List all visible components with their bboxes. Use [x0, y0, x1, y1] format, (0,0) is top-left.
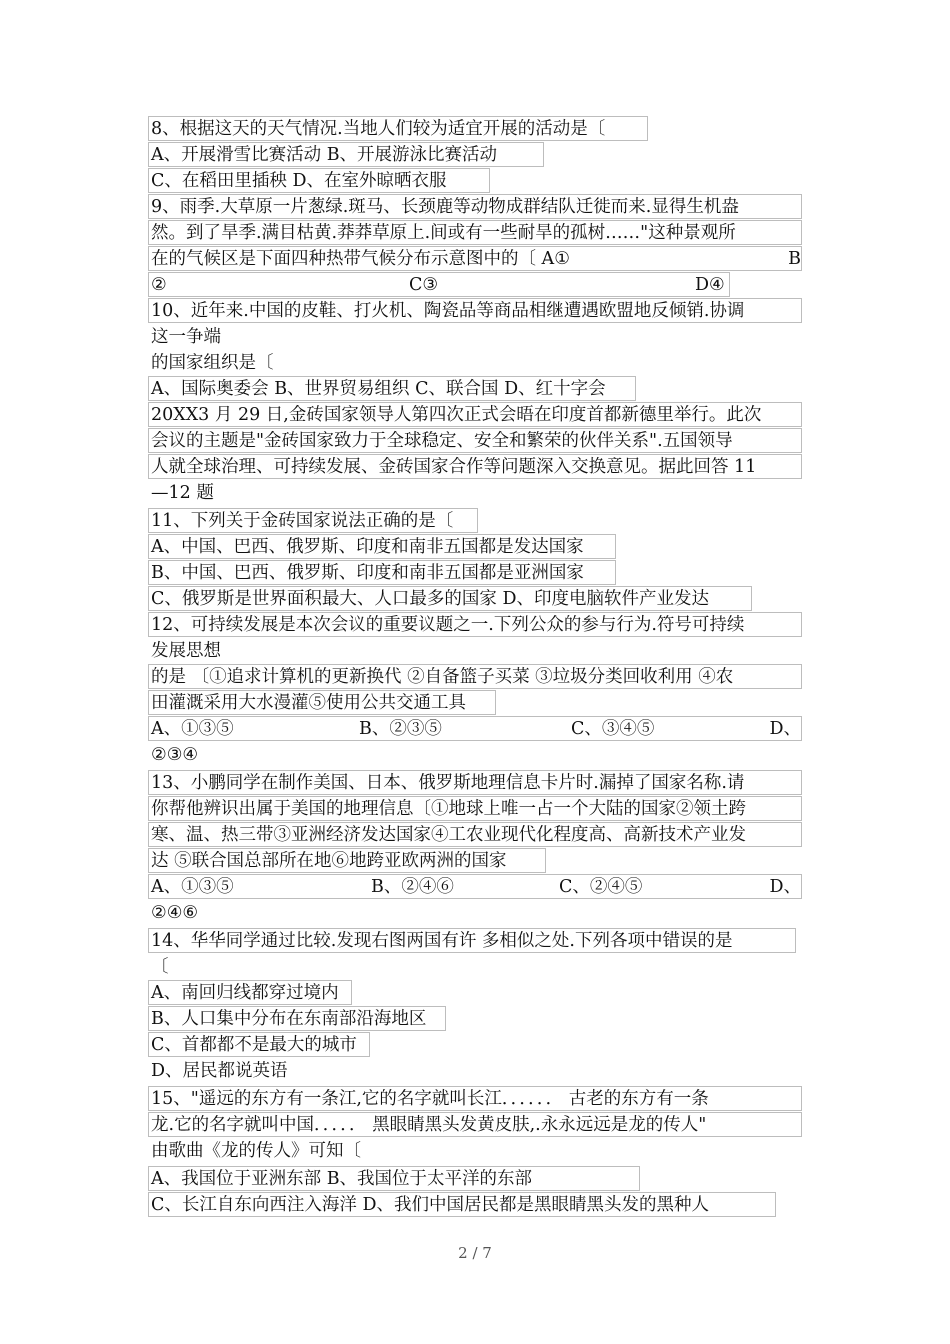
q9-line-3-text: 在的气候区是下面四种热带气候分布示意图中的〔 A①	[151, 249, 570, 269]
q13-option-d: D、	[769, 877, 801, 897]
q12-line-3: 的是 〔①追求计算机的更新换代 ②自备篮子买菜 ③垃圾分类回收利用 ④农	[148, 664, 802, 689]
q15-line-1: 15、"遥远的东方有一条江,它的名字就叫长江．．．．．． 古老的东方有一条	[148, 1086, 802, 1111]
q9-line-1: 9、雨季.大草原一片葱绿.斑马、长颈鹿等动物成群结队迁徙而来.显得生机盎	[148, 194, 802, 219]
q15-options-ab: A、我国位于亚洲东部 B、我国位于太平洋的东部	[148, 1166, 640, 1191]
q12-line-4: 田灌溉采用大水漫灌⑤使用公共交通工具	[148, 690, 496, 715]
q9-option-c: C③	[409, 275, 439, 295]
q12-options	[148, 716, 802, 741]
q12-option-d: D、	[769, 719, 801, 739]
q8-options-cd: C、在稻田里插秧 D、在室外晾晒衣服	[148, 168, 490, 193]
q15-line-2: 龙.它的名字就叫中国．．．．． 黑眼睛黑头发黄皮肤,.永永远远是龙的传人"	[148, 1112, 802, 1137]
q14-stem-cont: 〔	[151, 957, 169, 977]
q14-option-d: D、居民都说英语	[151, 1061, 288, 1081]
brics-intro-3: 人就全球治理、可持续发展、金砖国家合作等问题深入交换意见。据此回答 11	[148, 454, 802, 479]
q14-option-b: B、人口集中分布在东南部沿海地区	[148, 1006, 446, 1031]
brics-intro-4: —12 题	[151, 483, 214, 503]
q13-option-d-value: ②④⑥	[151, 903, 199, 923]
q10-line-1: 10、近年来.中国的皮鞋、打火机、陶瓷品等商品相继遭遇欧盟地反倾销.协调	[148, 298, 802, 323]
q9-line-3	[148, 246, 802, 271]
q13-option-c: C、②④⑤	[559, 877, 643, 897]
q11-option-a: A、中国、巴西、俄罗斯、印度和南非五国都是发达国家	[148, 534, 616, 559]
q13-line-3: 寒、温、热三带③亚洲经济发达国家④工农业现代化程度高、高新技术产业发	[148, 822, 802, 847]
q13-line-4: 达 ⑤联合国总部所在地⑥地跨亚欧两洲的国家	[148, 848, 546, 873]
q12-option-b: B、②③⑤	[359, 719, 442, 739]
q10-options: A、国际奥委会 B、世界贸易组织 C、联合国 D、红十字会	[148, 376, 636, 401]
q12-line-2: 发展思想	[151, 641, 221, 661]
q14-stem: 14、华华同学通过比较.发现右图两国有许 多相似之处.下列各项中错误的是	[148, 928, 796, 953]
q11-option-cd: C、俄罗斯是世界面积最大、人口最多的国家 D、印度电脑软件产业发达	[148, 586, 752, 611]
q13-options	[148, 874, 802, 899]
page-number: 2 / 7	[458, 1244, 492, 1262]
q15-options-cd: C、长江自东向西注入海洋 D、我们中国居民都是黑眼睛黑头发的黑种人	[148, 1192, 776, 1217]
q10-line-3: 的国家组织是〔	[151, 353, 274, 373]
q14-option-c: C、首都都不是最大的城市	[148, 1032, 370, 1057]
q9-option-d: D④	[695, 275, 725, 295]
brics-intro-1: 20XX3 月 29 日,金砖国家领导人第四次正式会晤在印度首都新德里举行。此次	[148, 402, 802, 427]
q13-line-1: 13、小鹏同学在制作美国、日本、俄罗斯地理信息卡片时.漏掉了国家名称.请	[148, 770, 802, 795]
q12-option-c: C、③④⑤	[571, 719, 655, 739]
brics-intro-2: 会议的主题是"金砖国家致力于全球稳定、安全和繁荣的伙伴关系".五国领导	[148, 428, 802, 453]
q8-options-ab: A、开展滑雪比赛活动 B、开展游泳比赛活动	[148, 142, 544, 167]
q12-option-a: A、①③⑤	[151, 719, 234, 739]
q9-line-4	[148, 272, 730, 297]
q9-line-2: 然。到了旱季.满目枯黄.莽莽草原上.间或有一些耐旱的孤树……"这种景观所	[148, 220, 802, 245]
q12-line-1: 12、可持续发展是本次会议的重要议题之一.下列公众的参与行为.符号可持续	[148, 612, 802, 637]
q15-line-3: 由歌曲《龙的传人》可知〔	[151, 1141, 361, 1161]
q13-line-2: 你帮他辨识出属于美国的地理信息〔①地球上唯一占一个大陆的国家②领土跨	[148, 796, 802, 821]
q12-option-d-value: ②③④	[151, 745, 199, 765]
q11-stem: 11、下列关于金砖国家说法正确的是〔	[148, 508, 478, 533]
q10-line-2: 这一争端	[151, 327, 221, 347]
q9-option-b-mark: ②	[151, 275, 167, 295]
q13-option-a: A、①③⑤	[151, 877, 234, 897]
q14-option-a: A、南回归线都穿过境内	[148, 980, 352, 1005]
q13-option-b: B、②④⑥	[371, 877, 454, 897]
q9-option-b: B	[788, 249, 801, 269]
q11-option-b: B、中国、巴西、俄罗斯、印度和南非五国都是亚洲国家	[148, 560, 616, 585]
q8-stem: 8、根据这天的天气情况.当地人们较为适宜开展的活动是〔	[148, 116, 648, 141]
